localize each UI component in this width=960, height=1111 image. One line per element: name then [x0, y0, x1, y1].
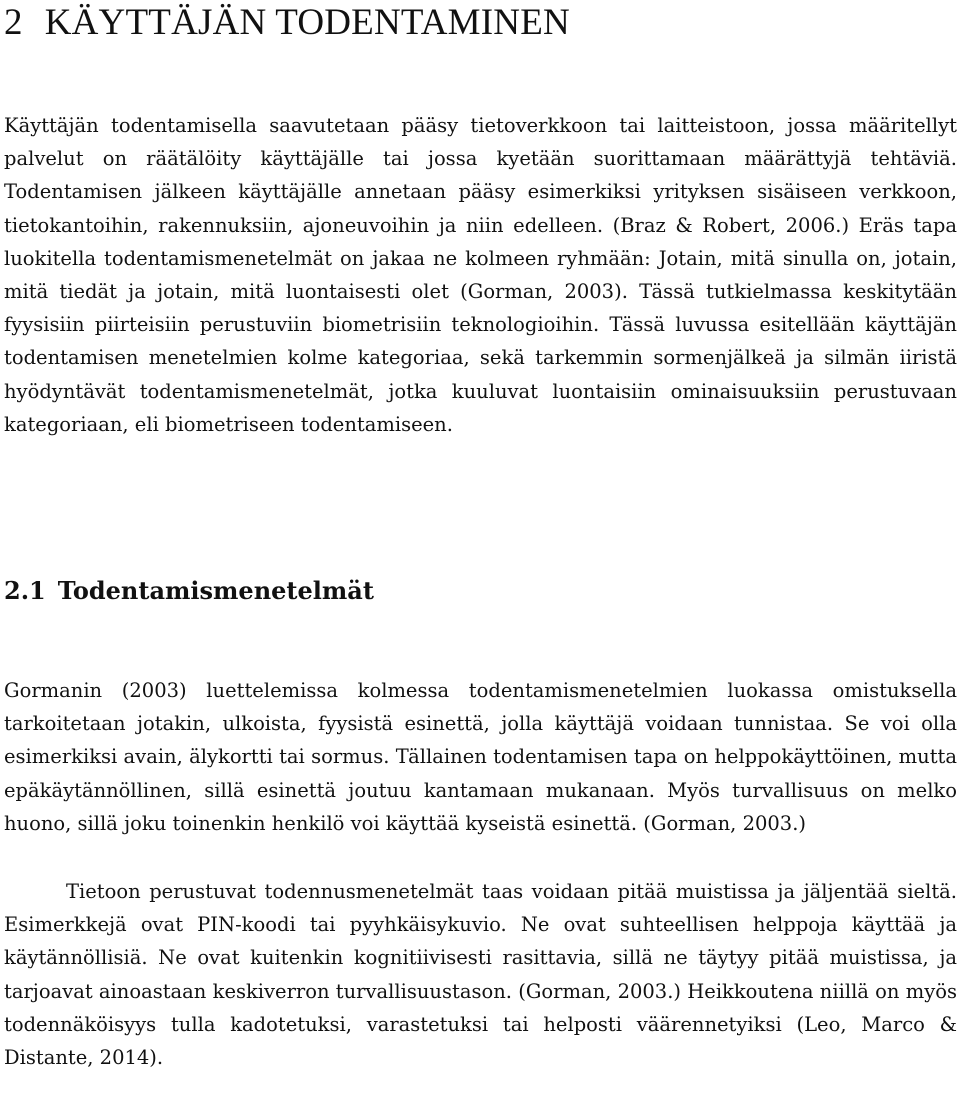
chapter-intro-paragraph: Käyttäjän todentamisella saavutetaan pääsy tietoverkkoon tai laitteistoon, jossa määritellyt palvelut on räätälöity käyttäjälle tai jossa kyetään suorittamaan määrättyjä tehtäviä. Todentamisen jälkeen käyttäjälle annetaan pääsy esimerkiksi yrityksen sisäiseen verkkoon, tietokantoihin, rakennuksiin, ajoneuvoihin ja niin edelleen. (Braz & Robert, 2006.) Eräs tapa luokitella todentamismenetelmät on jakaa ne kolmeen ryhmään: Jotain, mitä sinulla on, jotain, mitä tiedät ja jotain, mitä luontaisesti olet (Gorman, 2003). Tässä tutkielmassa keskitytään fyysisiin piirteisiin perustuviin biometrisiin teknologioihin. Tässä luvussa esitellään käyttäjän todentamisen menetelmien kolme kategoriaa, sekä tarkemmin sormenjälkeä ja silmän iiristä hyödyntävät todentamismenetelmät, jotka kuuluvat luontaisiin ominaisuuksiin perustuvaan kategoriaan, eli biometriseen todentamiseen. — [4, 114, 957, 436]
section-heading — [4, 574, 374, 608]
section-paragraph-knowledge: Tietoon perustuvat todennusmenetelmät taas voidaan pitää muistissa ja jäljentää sieltä. Esimerkkejä ovat PIN-koodi tai pyyhkäisykuvio. Ne ovat suhteellisen helppoja käyttää ja käytännöllisiä. Ne ovat kuitenkin kognitiivisesti rasittavia, sillä ne täytyy pitää muistissa, ja tarjoavat ainoastaan keskiverron turvallisuustason. (Gorman, 2003.) Heikkoutena niillä on myös todennäköisyys tulla kadotetuksi, varastetuksi tai helposti väärennetyiksi (Leo, Marco & Distante, 2014). — [4, 880, 957, 1070]
section-title: Todentamismenetelmät — [57, 576, 374, 605]
chapter-heading — [4, 3, 570, 43]
chapter-number: 2 — [4, 2, 23, 43]
chapter-title: KÄYTTÄJÄN TODENTAMINEN — [44, 2, 570, 43]
section-number: 2.1 — [4, 576, 46, 605]
section-paragraph-possession: Gormanin (2003) luettelemissa kolmessa todentamismenetelmien luokassa omistuksella tarkoitetaan jotakin, ulkoista, fyysistä esinettä, jolla käyttäjä voidaan tunnistaa. Se voi olla esimerkiksi avain, älykortti tai sormus. Tällainen todentamisen tapa on helppokäyttöinen, mutta epäkäytännöllinen, sillä esinettä joutuu kantamaan mukanaan. Myös turvallisuus on melko huono, sillä joku toinenkin henkilö voi käyttää kyseistä esinettä. (Gorman, 2003.) — [4, 679, 957, 835]
